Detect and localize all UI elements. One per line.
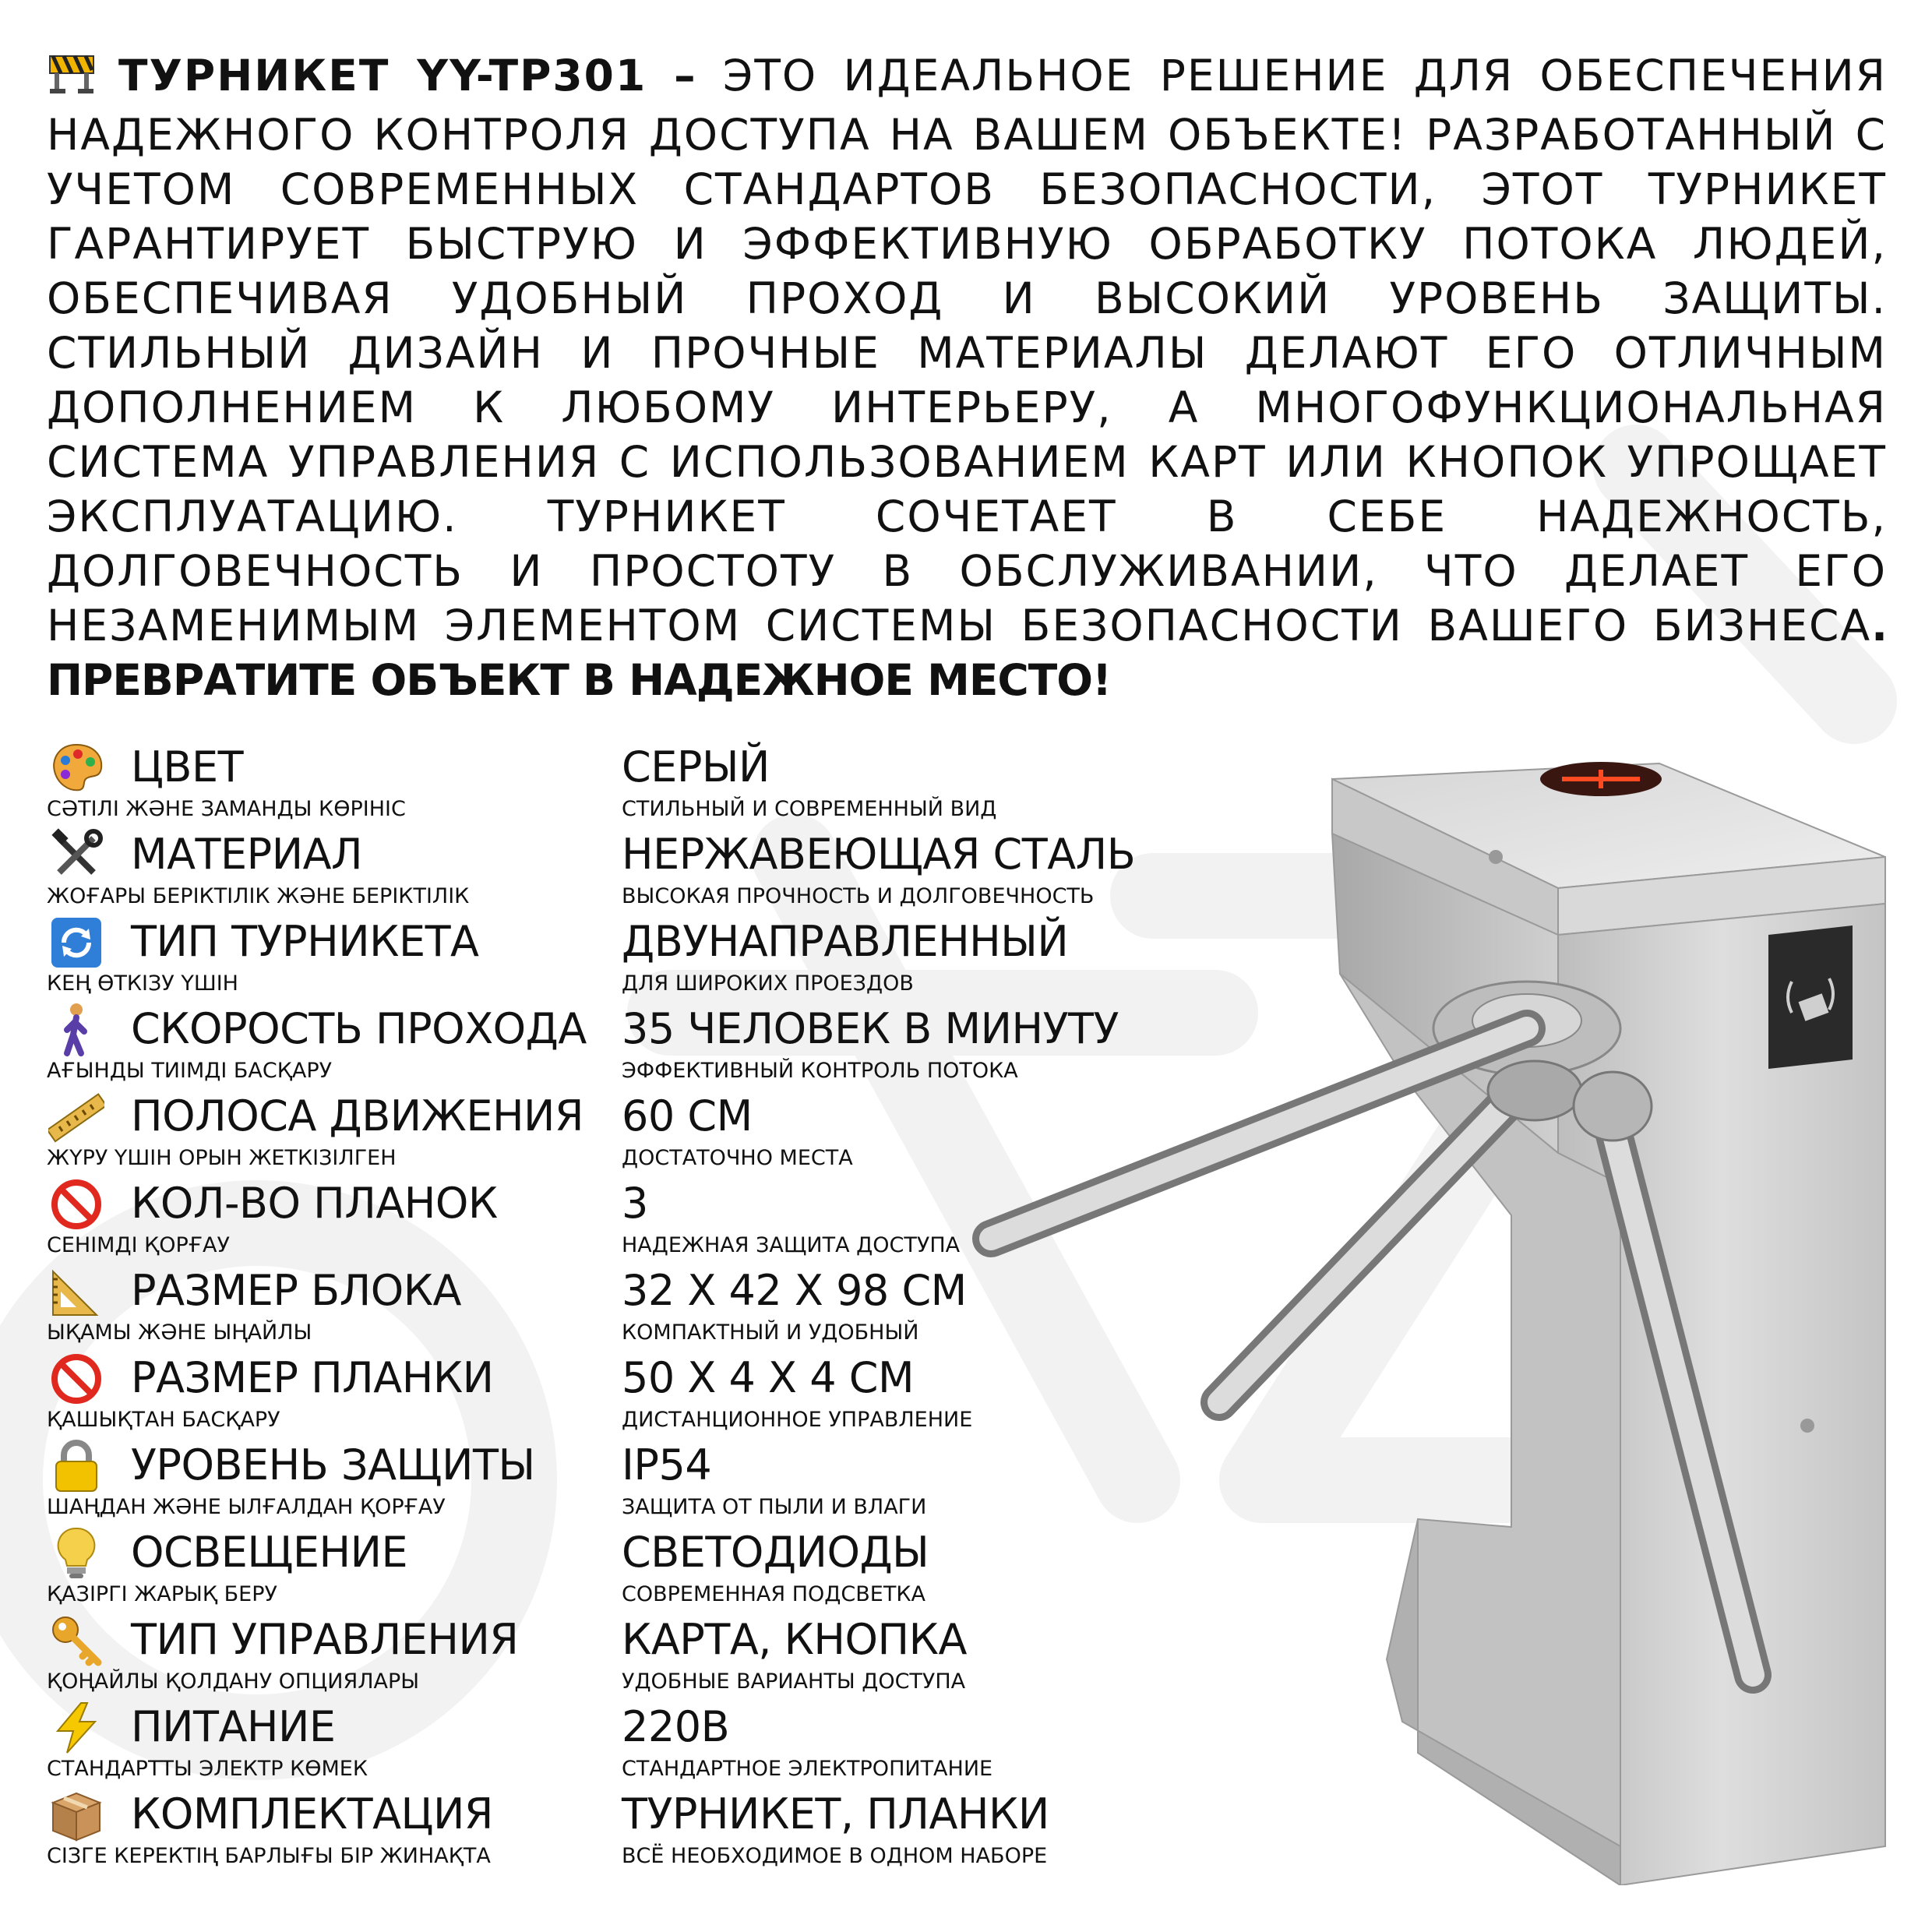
spec-value-note: ВЫСОКАЯ ПРОЧНОСТЬ И ДОЛГОВЕЧНОСТЬ xyxy=(622,884,1095,908)
spec-value: IP54 xyxy=(622,1440,712,1490)
spec-value: ДВУНАПРАВЛЕННЫЙ xyxy=(622,917,1069,966)
spec-row xyxy=(47,1438,1215,1525)
walking-person-icon xyxy=(48,1002,104,1058)
spec-row xyxy=(47,1700,1215,1787)
light-bulb-icon xyxy=(48,1525,104,1581)
spec-name: ЦВЕТ xyxy=(131,742,244,791)
ruler-icon xyxy=(48,1089,104,1145)
spec-value-note: НАДЕЖНАЯ ЗАЩИТА ДОСТУПА xyxy=(622,1233,961,1257)
spec-name-kazakh: ҚАЗІРГІ ЖАРЫҚ БЕРУ xyxy=(47,1582,277,1606)
spec-value: 35 ЧЕЛОВЕК В МИНУТУ xyxy=(622,1004,1119,1053)
spec-name: РАЗМЕР ПЛАНКИ xyxy=(131,1353,494,1402)
spec-row xyxy=(47,915,1215,1002)
spec-name: РАЗМЕР БЛОКА xyxy=(131,1266,461,1315)
spec-name: КОЛ-ВО ПЛАНОК xyxy=(131,1179,498,1228)
spec-row xyxy=(47,1176,1215,1264)
spec-name-kazakh: ЖҮРУ ҮШІН ОРЫН ЖЕТКІЗІЛГЕН xyxy=(47,1146,397,1170)
spec-row xyxy=(47,1264,1215,1351)
spec-name: МАТЕРИАЛ xyxy=(131,830,363,879)
spec-name-kazakh: ЫҚАМЫ ЖӘНЕ ЫҢАЙЛЫ xyxy=(47,1320,312,1345)
spec-value-note: УДОБНЫЕ ВАРИАНТЫ ДОСТУПА xyxy=(622,1669,966,1694)
intro-call-to-action: . ПРЕВРАТИТЕ ОБЪЕКТ В НАДЕЖНОЕ МЕСТО! xyxy=(47,601,1887,705)
triangular-ruler-icon xyxy=(48,1264,104,1320)
spec-row xyxy=(47,1787,1215,1874)
spec-value-note: СОВРЕМЕННАЯ ПОДСВЕТКА xyxy=(622,1582,925,1606)
spec-value: 32 Х 42 Х 98 СМ xyxy=(622,1266,967,1315)
spec-value: СВЕТОДИОДЫ xyxy=(622,1528,929,1577)
package-box-icon xyxy=(48,1787,104,1843)
spec-name: КОМПЛЕКТАЦИЯ xyxy=(131,1789,493,1839)
spec-name: ТИП УПРАВЛЕНИЯ xyxy=(131,1615,519,1664)
product-brand: ТУРНИКЕТ YY-TP301 – xyxy=(118,51,697,100)
spec-name-kazakh: СӘТІЛІ ЖӘНЕ ЗАМАНДЫ КӨРІНІС xyxy=(47,797,406,821)
spec-row xyxy=(47,827,1215,915)
spec-name: УРОВЕНЬ ЗАЩИТЫ xyxy=(131,1440,535,1490)
spec-row xyxy=(47,1525,1215,1613)
spec-name: ОСВЕЩЕНИЕ xyxy=(131,1528,408,1577)
spec-row xyxy=(47,1351,1215,1438)
specifications-table xyxy=(47,740,1215,1874)
spec-name: ПИТАНИЕ xyxy=(131,1702,336,1751)
spec-name: ПОЛОСА ДВИЖЕНИЯ xyxy=(131,1091,583,1141)
spec-name-kazakh: ЖОҒАРЫ БЕРІКТІЛІК ЖӘНЕ БЕРІКТІЛІК xyxy=(47,884,470,908)
intro-paragraph xyxy=(47,48,1887,707)
spec-row xyxy=(47,1002,1215,1089)
spec-value-note: ЗАЩИТА ОТ ПЫЛИ И ВЛАГИ xyxy=(622,1495,927,1519)
spec-name: ТИП ТУРНИКЕТА xyxy=(131,917,479,966)
padlock-icon xyxy=(48,1438,104,1494)
hammer-wrench-icon xyxy=(48,827,104,883)
key-icon xyxy=(48,1613,104,1669)
spec-value-note: ВСЁ НЕОБХОДИМОЕ В ОДНОМ НАБОРЕ xyxy=(622,1844,1048,1868)
spec-value-note: ДЛЯ ШИРОКИХ ПРОЕЗДОВ xyxy=(622,971,914,996)
prohibited-icon xyxy=(48,1176,104,1232)
spec-value: КАРТА, КНОПКА xyxy=(622,1615,967,1664)
spec-value: НЕРЖАВЕЮЩАЯ СТАЛЬ xyxy=(622,830,1136,879)
spec-value: 3 xyxy=(622,1179,648,1228)
spec-name-kazakh: АҒЫНДЫ ТИІМДІ БАСҚАРУ xyxy=(47,1059,333,1083)
prohibited-icon xyxy=(48,1351,104,1407)
spec-value-note: КОМПАКТНЫЙ И УДОБНЫЙ xyxy=(622,1320,919,1345)
spec-row xyxy=(47,1089,1215,1176)
spec-row xyxy=(47,740,1215,827)
spec-name-kazakh: СЕНІМДІ ҚОРҒАУ xyxy=(47,1233,230,1257)
spec-value: 50 Х 4 Х 4 СМ xyxy=(622,1353,915,1402)
palette-icon xyxy=(48,740,104,796)
spec-value-note: ЭФФЕКТИВНЫЙ КОНТРОЛЬ ПОТОКА xyxy=(622,1059,1018,1083)
spec-value: ТУРНИКЕТ, ПЛАНКИ xyxy=(622,1789,1049,1839)
spec-name-kazakh: КЕҢ ӨТКІЗУ ҮШІН xyxy=(47,971,238,996)
spec-row xyxy=(47,1613,1215,1700)
construction-barrier-icon xyxy=(47,53,97,108)
spec-name: СКОРОСТЬ ПРОХОДА xyxy=(131,1004,587,1053)
spec-value-note: ДОСТАТОЧНО МЕСТА xyxy=(622,1146,853,1170)
spec-value: 220В xyxy=(622,1702,730,1751)
spec-name-kazakh: ҚАШЫҚТАН БАСҚАРУ xyxy=(47,1408,280,1432)
spec-name-kazakh: ШАҢДАН ЖӘНЕ ЫЛҒАЛДАН ҚОРҒАУ xyxy=(47,1495,446,1519)
spec-name-kazakh: СТАНДАРТТЫ ЭЛЕКТР КӨМЕК xyxy=(47,1757,368,1781)
refresh-arrows-icon xyxy=(48,915,104,971)
spec-value: 60 СМ xyxy=(622,1091,753,1141)
spec-value-note: СТИЛЬНЫЙ И СОВРЕМЕННЫЙ ВИД xyxy=(622,797,997,821)
spec-value: СЕРЫЙ xyxy=(622,742,770,791)
lightning-icon xyxy=(48,1700,104,1756)
spec-value-note: ДИСТАНЦИОННОЕ УПРАВЛЕНИЕ xyxy=(622,1408,973,1432)
intro-body: ЭТО ИДЕАЛЬНОЕ РЕШЕНИЕ ДЛЯ ОБЕСПЕЧЕНИЯ НАДЕЖНОГО КОНТРОЛЯ ДОСТУПА НА ВАШЕМ ОБЪЕКТЕ! РАЗРАБОТАННЫЙ С УЧЕТОМ СОВРЕМЕННЫХ СТАНДАРТОВ БЕЗОПАСНОСТИ, ЭТОТ ТУРНИКЕТ ГАРАНТИРУЕТ БЫСТРУЮ И ЭФФЕКТИВНУЮ ОБРАБОТКУ ПОТОКА ЛЮДЕЙ, ОБЕСПЕЧИВАЯ УДОБНЫЙ ПРОХОД И ВЫСОКИЙ УРОВЕНЬ ЗАЩИТЫ. СТИЛЬНЫЙ ДИЗАЙН И ПРОЧНЫЕ МАТЕРИАЛЫ ДЕЛАЮТ ЕГО ОТЛИЧНЫМ ДОПОЛНЕНИЕМ К ЛЮБОМУ ИНТЕРЬЕРУ, А МНОГОФУНКЦИОНАЛЬНАЯ СИСТЕМА УПРАВЛЕНИЯ С ИСПОЛЬЗОВАНИЕМ КАРТ ИЛИ КНОПОК УПРОЩАЕТ ЭКСПЛУАТАЦИЮ. ТУРНИКЕТ СОЧЕТАЕТ В СЕБЕ НАДЕЖНОСТЬ, ДОЛГОВЕЧНОСТЬ И ПРОСТОТУ В ОБСЛУЖИВАНИИ, ЧТО ДЕЛАЕТ ЕГО НЕЗАМЕНИМЫМ ЭЛЕМЕНТОМ СИСТЕМЫ БЕЗОПАСНОСТИ ВАШЕГО БИЗНЕСА xyxy=(47,51,1887,650)
spec-value-note: СТАНДАРТНОЕ ЭЛЕКТРОПИТАНИЕ xyxy=(622,1757,993,1781)
spec-name-kazakh: СІЗГЕ КЕРЕКТІҢ БАРЛЫҒЫ БІР ЖИНАҚТА xyxy=(47,1844,491,1868)
spec-name-kazakh: ҚОҢАЙЛЫ ҚОЛДАНУ ОПЦИЯЛАРЫ xyxy=(47,1669,420,1694)
